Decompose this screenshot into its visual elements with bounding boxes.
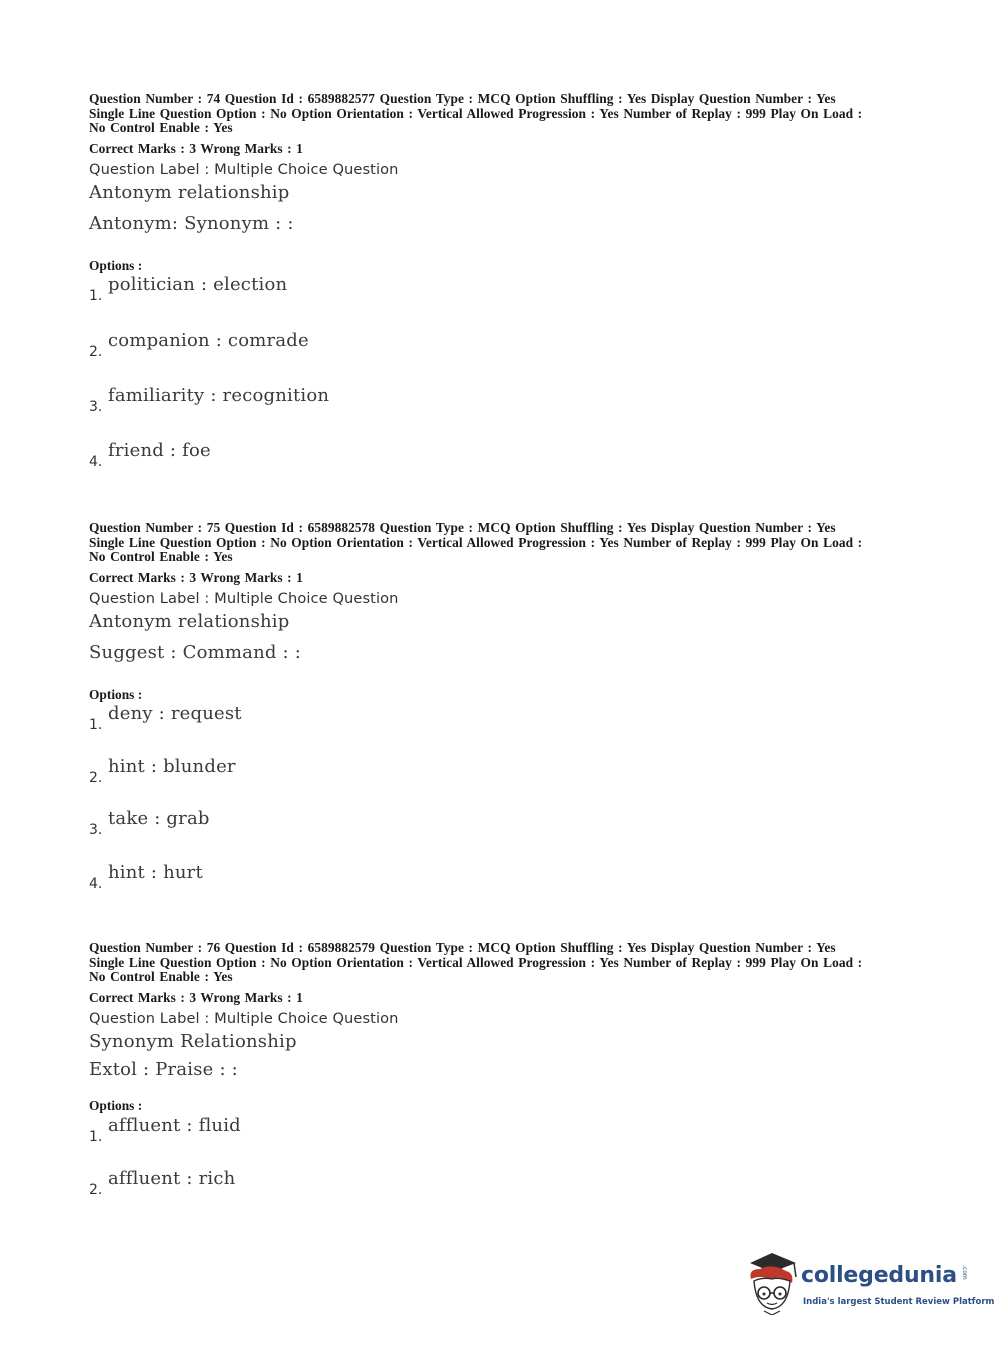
- marks: Correct Marks : 3 Wrong Marks : 1: [89, 569, 303, 585]
- option-number: 4.: [89, 876, 103, 892]
- option-3[interactable]: [89, 808, 489, 840]
- question-75: [89, 521, 919, 666]
- option-3[interactable]: [89, 385, 489, 417]
- marks: Correct Marks : 3 Wrong Marks : 1: [89, 140, 303, 156]
- option-number: 4.: [89, 454, 103, 470]
- option-1[interactable]: [89, 274, 489, 306]
- option-number: 1.: [89, 1129, 103, 1145]
- logo-tagline: India's largest Student Review Platform: [803, 1297, 995, 1307]
- option-text: deny : request: [108, 703, 242, 724]
- option-1[interactable]: [89, 703, 489, 735]
- question-label: Question Label : Multiple Choice Question: [89, 160, 399, 178]
- option-4[interactable]: [89, 862, 489, 894]
- question-label: Question Label : Multiple Choice Question: [89, 1009, 399, 1027]
- question-76: [89, 941, 919, 1083]
- option-text: companion : comrade: [108, 330, 309, 351]
- meta-line: No Control Enable : Yes: [89, 120, 233, 136]
- option-text: hint : blunder: [108, 756, 236, 777]
- meta-line: Single Line Question Option : No Option Orientation : Vertical Allowed Progression : Yes Number of Replay : 999 Play On Load :: [89, 105, 863, 121]
- option-text: politician : election: [108, 274, 288, 295]
- option-2[interactable]: [89, 1168, 489, 1200]
- meta-line: Question Number : 74 Question Id : 6589882577 Question Type : MCQ Option Shuffling : Yes Display Question Number : Yes: [89, 91, 836, 106]
- options-label: Options :: [89, 687, 143, 702]
- option-number: 2.: [89, 770, 103, 786]
- meta-line: Single Line Question Option : No Option Orientation : Vertical Allowed Progression : Yes Number of Replay : 999 Play On Load :: [89, 534, 863, 550]
- question-stem: Suggest : Command : :: [89, 641, 301, 663]
- marks: Correct Marks : 3 Wrong Marks : 1: [89, 989, 303, 1005]
- options-label: Options :: [89, 258, 143, 273]
- option-text: affluent : rich: [108, 1168, 236, 1189]
- option-number: 1.: [89, 288, 103, 304]
- question-stem: Antonym: Synonym : :: [89, 212, 294, 234]
- option-text: take : grab: [108, 808, 210, 829]
- option-text: hint : hurt: [108, 862, 203, 883]
- question-stem: Extol : Praise : :: [89, 1058, 238, 1080]
- option-text: familiarity : recognition: [108, 385, 330, 406]
- options-label: Options :: [89, 1098, 143, 1113]
- meta-line: No Control Enable : Yes: [89, 549, 233, 565]
- question-title: Antonym relationship: [89, 610, 290, 632]
- option-number: 3.: [89, 822, 103, 838]
- question-meta: [89, 521, 919, 565]
- meta-line: Question Number : 76 Question Id : 6589882579 Question Type : MCQ Option Shuffling : Yes Display Question Number : Yes: [89, 940, 836, 955]
- option-1[interactable]: [89, 1115, 489, 1147]
- option-number: 1.: [89, 717, 103, 733]
- option-4[interactable]: [89, 440, 489, 472]
- question-title: Antonym relationship: [89, 181, 290, 203]
- option-2[interactable]: [89, 756, 489, 788]
- question-label: Question Label : Multiple Choice Question: [89, 589, 399, 607]
- option-number: 2.: [89, 344, 103, 360]
- meta-line: Single Line Question Option : No Option Orientation : Vertical Allowed Progression : Yes Number of Replay : 999 Play On Load :: [89, 954, 863, 970]
- option-number: 3.: [89, 399, 103, 415]
- meta-line: No Control Enable : Yes: [89, 969, 233, 985]
- question-74: [89, 92, 919, 237]
- meta-line: Question Number : 75 Question Id : 6589882578 Question Type : MCQ Option Shuffling : Yes Display Question Number : Yes: [89, 520, 836, 535]
- question-meta: [89, 941, 919, 985]
- question-title: Synonym Relationship: [89, 1030, 297, 1052]
- option-number: 2.: [89, 1182, 103, 1198]
- option-text: friend : foe: [108, 440, 211, 461]
- collegedunia-logo[interactable]: [742, 1249, 995, 1319]
- question-meta: [89, 92, 919, 136]
- logo-suffix: .com: [961, 1265, 968, 1280]
- mascot-icon: [742, 1249, 802, 1315]
- option-text: affluent : fluid: [108, 1115, 241, 1136]
- option-2[interactable]: [89, 330, 489, 362]
- logo-wordmark: collegedunia: [801, 1263, 957, 1288]
